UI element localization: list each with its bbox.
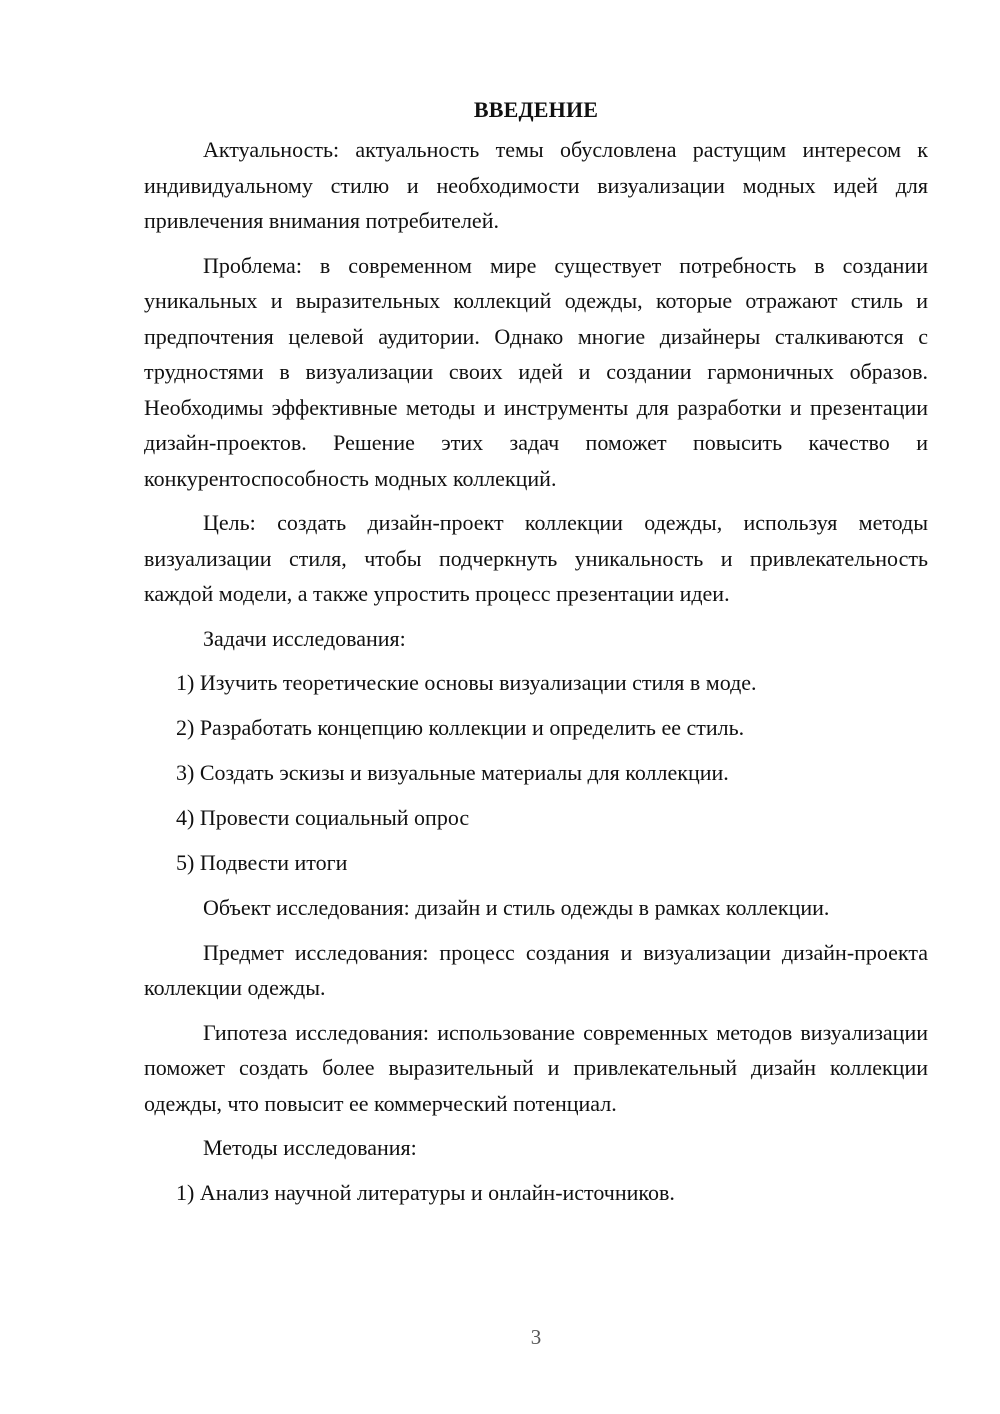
method-item: 1) Анализ научной литературы и онлайн-источников. [176,1179,675,1205]
relevance-paragraph: Актуальность: актуальность темы обусловлена растущим интересом к индивидуальному стилю и необходимости визуализации модных идей для привлечения внимания потребителей. [144,137,928,233]
task-item: 1) Изучить теоретические основы визуализации стиля в моде. [176,670,757,695]
tasks-list [144,665,928,881]
task-item: 3) Создать эскизы и визуальные материалы для коллекции. [176,760,729,786]
object-paragraph: Объект исследования: дизайн и стиль одежды в рамках коллекции. [203,895,830,921]
task-item: 4) Провести социальный опрос [176,805,470,831]
methods-heading: Методы исследования: [203,1135,417,1161]
document-page [144,92,928,1220]
task-item: 5) Подвести итоги [176,850,348,876]
methods-list [144,1175,928,1211]
section-title: ВВЕДЕНИЕ [473,97,599,122]
page-number: 3 [530,1325,542,1349]
problem-paragraph: Проблема: в современном мире существует потребность в создании уникальных и выразительных коллекций одежды, которые отражают стиль и предпочтения целевой аудитории. Однако многие дизайнеры сталкиваются с трудностями в визуализации своих идей и создании гармоничных образов. Необходимы эффективные методы и инструменты для разработки и презентации дизайн-проектов. Решение этих задач поможет повысить качество и конкурентоспособность модных коллекций. [144,252,928,491]
subject-paragraph: Предмет исследования: процесс создания и визуализации дизайн-проекта коллекции одежды. [144,939,928,1001]
goal-paragraph: Цель: создать дизайн-проект коллекции одежды, используя методы визуализации стиля, чтобы подчеркнуть уникальность и привлекательность каждой модели, а также упростить процесс презентации идеи. [144,510,928,606]
tasks-heading: Задачи исследования: [203,625,406,651]
task-item: 2) Разработать концепцию коллекции и определить ее стиль. [176,715,745,741]
hypothesis-paragraph: Гипотеза исследования: использование современных методов визуализации поможет создать более выразительный и привлекательный дизайн коллекции одежды, что повысит ее коммерческий потенциал. [144,1019,928,1116]
